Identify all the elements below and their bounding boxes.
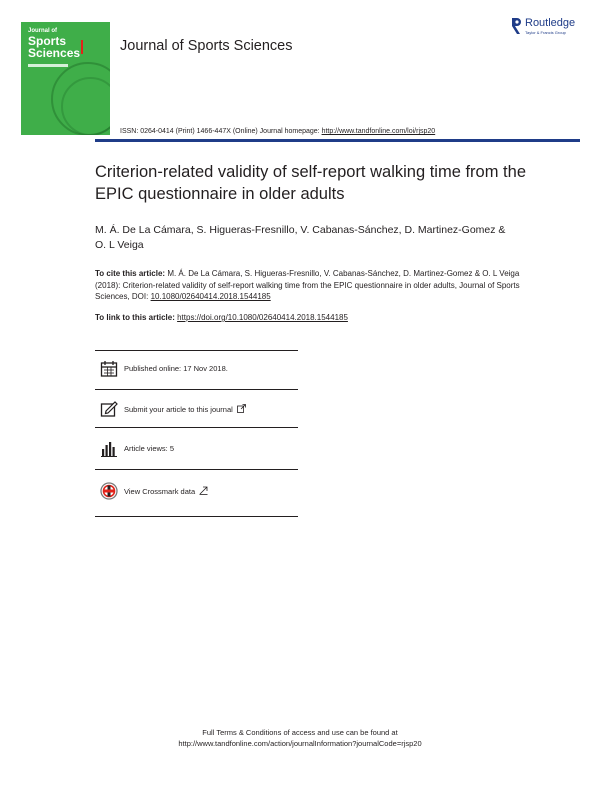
citation-label: To cite this article: bbox=[95, 269, 166, 278]
crossmark-icon bbox=[100, 482, 118, 500]
link-to-article bbox=[95, 313, 348, 322]
cover-small-line: Journal of bbox=[28, 28, 58, 34]
cover-subtitle-bar bbox=[28, 64, 68, 67]
cover-swirl-inner bbox=[61, 77, 110, 135]
submit-article-label: Submit your article to this journal bbox=[124, 405, 233, 414]
article-views-label: Article views: 5 bbox=[124, 444, 175, 453]
calendar-icon bbox=[100, 360, 118, 378]
crossmark-label: View Crossmark data bbox=[124, 487, 196, 496]
cover-title bbox=[28, 35, 80, 59]
cover-title-line2: Sciences bbox=[28, 46, 81, 60]
issn-text: ISSN: 0264-0414 (Print) 1466-447X (Online) Journal homepage: bbox=[120, 128, 322, 135]
info-divider bbox=[95, 350, 298, 351]
bar-chart-icon bbox=[100, 440, 118, 458]
issn-line bbox=[120, 128, 435, 135]
published-online-label: Published online: 17 Nov 2018. bbox=[124, 364, 228, 373]
publisher-name: Routledge bbox=[525, 17, 576, 29]
article-views-row bbox=[100, 440, 300, 460]
crossmark-link[interactable] bbox=[124, 486, 208, 496]
citation-text: M. Á. De La Cámara, S. Higueras-Fresnillo, V. Cabanas-Sánchez, D. Martinez-Gomez & O. L Veiga (2018): Criterion-related validity of self-report walking time from the EPIC questionnaire in older adults, Journal of Sports Sciences, DOI: bbox=[95, 269, 520, 301]
published-online-row bbox=[100, 360, 300, 380]
info-divider bbox=[95, 516, 298, 517]
journal-title: Journal of Sports Sciences bbox=[120, 38, 293, 54]
submit-article-row[interactable] bbox=[100, 400, 300, 420]
info-divider bbox=[95, 469, 298, 470]
routledge-mark-icon bbox=[510, 17, 522, 35]
cover-red-accent bbox=[81, 40, 83, 54]
publisher-tagline: Taylor & Francis Group bbox=[525, 30, 566, 35]
external-link-icon bbox=[237, 404, 246, 413]
footer-terms-link[interactable]: http://www.tandfonline.com/action/journalInformation?journalCode=rjsp20 bbox=[178, 739, 422, 748]
journal-homepage-link[interactable]: http://www.tandfonline.com/loi/rjsp20 bbox=[321, 128, 436, 135]
footer-line1: Full Terms & Conditions of access and use can be found at bbox=[202, 728, 398, 737]
footer bbox=[0, 727, 600, 749]
header-divider bbox=[95, 139, 580, 142]
edit-icon bbox=[100, 400, 118, 418]
journal-cover-image bbox=[21, 22, 110, 135]
article-authors: M. Á. De La Cámara, S. Higueras-Fresnillo, V. Cabanas-Sánchez, D. Martinez-Gomez & O. L Veiga bbox=[95, 224, 506, 251]
info-divider bbox=[95, 427, 298, 428]
article-title: Criterion-related validity of self-report walking time from the EPIC questionnaire in older adults bbox=[95, 163, 526, 203]
link-label: To link to this article: bbox=[95, 313, 178, 322]
citation-block bbox=[95, 268, 520, 303]
routledge-logo bbox=[510, 17, 595, 41]
info-divider bbox=[95, 389, 298, 390]
cover-title-line1: Sports bbox=[28, 34, 67, 48]
external-link-icon bbox=[199, 486, 208, 495]
article-doi-link[interactable]: https://doi.org/10.1080/02640414.2018.1544185 bbox=[177, 313, 348, 322]
crossmark-row[interactable] bbox=[100, 482, 300, 502]
citation-doi-link[interactable]: 10.1080/02640414.2018.1544185 bbox=[150, 292, 271, 301]
submit-article-link[interactable] bbox=[124, 404, 246, 414]
